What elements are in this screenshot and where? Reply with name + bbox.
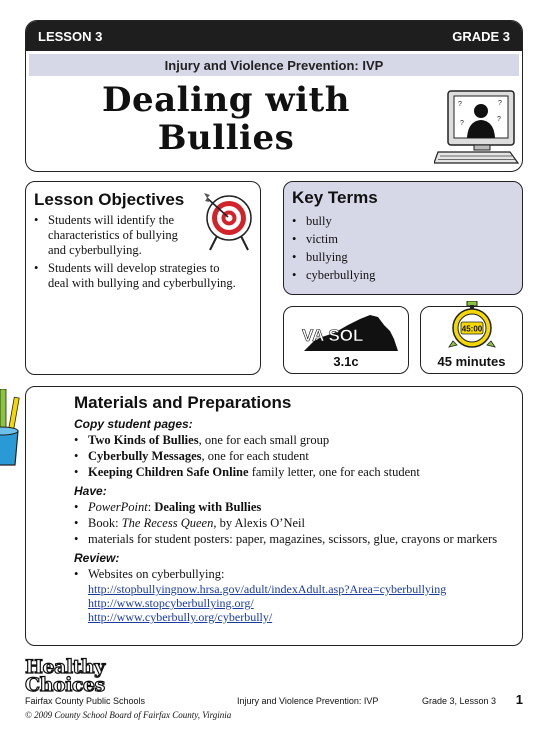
footer-school: Fairfax County Public Schools [25,696,146,706]
item-detail: , by Alexis O’Neil [213,516,305,530]
stopwatch-icon [447,301,497,349]
have-list [74,499,514,547]
svg-text:?: ? [458,101,462,108]
computer-icon [434,89,519,167]
svg-text:?: ? [497,116,501,123]
target-icon [204,190,256,252]
title-line-2: Bullies [157,118,295,158]
key-term-item: • bully [292,212,514,230]
header-bar [26,21,522,51]
link-stopcyberbullying[interactable]: http://www.stopcyberbullying.org/ [88,596,254,610]
list-item: • materials for student posters: paper, magazines, scissors, glue, crayons or markers [74,531,514,547]
item-detail: , one for each student [201,449,309,463]
title-box [25,20,523,172]
list-item [74,432,514,448]
item-title: Keeping Children Safe Online [88,465,249,479]
list-item [74,515,514,531]
footer [25,658,523,720]
stopwatch-display: 45:00 [461,324,483,334]
healthy-choices-logo [25,658,105,694]
key-term-item: • cyberbullying [292,266,514,284]
item-title: Two Kinds of Bullies [88,433,199,447]
list-item [74,566,514,624]
key-terms-heading: Key Terms [292,188,378,207]
grade-label: GRADE 3 [452,28,510,44]
list-item [74,448,514,464]
lesson-objectives-panel [25,181,261,375]
footer-copyright: © 2009 County School Board of Fairfax County, Virginia [25,710,232,720]
time-label: 45 minutes [437,354,506,369]
virginia-map-icon [286,311,406,357]
key-terms-list [292,212,514,284]
objectives-list-2 [34,261,239,291]
list-item [74,499,514,515]
have-label: Have: [74,484,107,498]
lesson-label: LESSON 3 [38,28,103,44]
footer-subject: Injury and Violence Prevention: IVP [237,696,379,706]
item-detail: family letter, one for each student [248,465,420,479]
item-sep: : [147,500,155,514]
list-item [74,464,514,480]
key-term-item: • bullying [292,248,514,266]
svg-text:?: ? [498,100,502,107]
book-title: The Recess Queen [121,516,214,530]
page-title [26,81,426,157]
pencil-cup-icon [0,389,22,467]
review-label: Review: [74,551,120,565]
logo-line-2: Choices [25,674,105,696]
objectives-list [34,213,184,258]
materials-heading: Materials and Preparations [74,393,292,412]
sol-code: 3.1c [333,354,359,369]
objective-item: • Students will identify the characteristics of bullying and cyberbullying. [34,213,184,258]
logo-line-1: Healthy [25,656,105,678]
sol-panel [283,306,409,374]
materials-panel [25,386,523,646]
title-line-1: Dealing with [102,80,350,120]
key-term-item: • victim [292,230,514,248]
item-title: Cyberbully Messages [88,449,202,463]
subject-bar [29,54,519,76]
item-prefix: Book: [88,516,122,530]
copy-pages-list [74,432,514,480]
subject-title: Injury and Violence Prevention: IVP [164,57,384,73]
link-stopbullyingnow[interactable]: http://stopbullyingnow.hrsa.gov/adult/indexAdult.asp?Area=cyberbullying [88,582,447,596]
sol-logo-text: VA SOL [302,326,364,345]
time-panel [420,306,523,374]
page-number: 1 [515,692,523,707]
svg-text:?: ? [460,120,464,127]
objectives-heading: Lesson Objectives [34,190,185,209]
item-detail: , one for each small group [198,433,330,447]
review-list [74,566,514,624]
review-item: Websites on cyberbullying: [88,567,225,581]
copy-pages-label: Copy student pages: [74,417,193,431]
footer-lesson: Grade 3, Lesson 3 [422,696,497,706]
objective-item: • Students will develop strategies to deal with bullying and cyberbullying. [34,261,239,291]
item-prefix: PowerPoint [88,500,148,514]
key-terms-panel [283,181,523,295]
link-cyberbully[interactable]: http://www.cyberbully.org/cyberbully/ [88,610,273,624]
item-title: Dealing with Bullies [154,500,262,514]
